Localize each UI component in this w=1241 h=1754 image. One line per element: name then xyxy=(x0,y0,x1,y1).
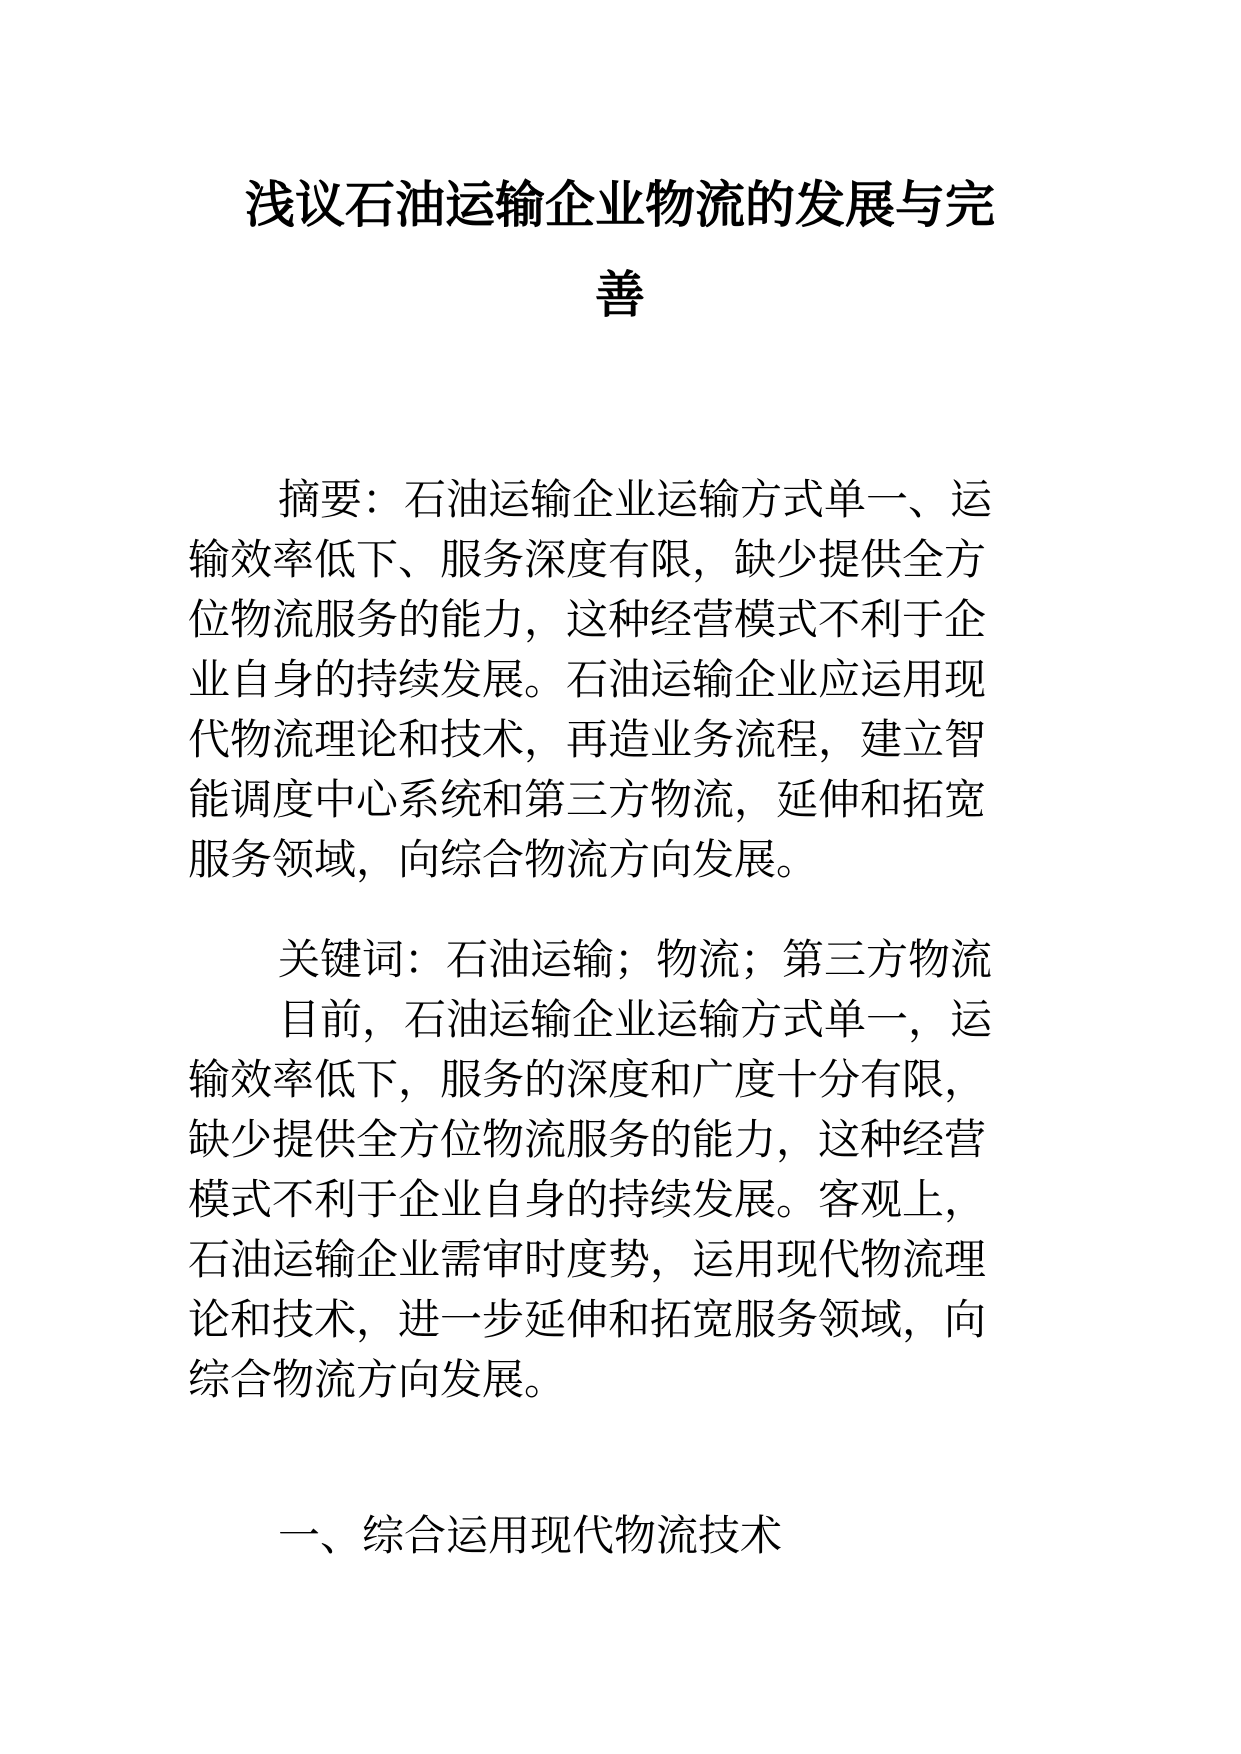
abstract-line: 服务领域，向综合物流方向发展。 xyxy=(188,835,819,884)
abstract-line: 代物流理论和技术，再造业务流程，建立智 xyxy=(188,715,987,764)
title-line-2: 善 xyxy=(595,265,645,324)
abstract-line: 输效率低下、服务深度有限，缺少提供全方 xyxy=(188,535,987,584)
intro-line: 模式不利于企业自身的持续发展。客观上， xyxy=(188,1175,987,1224)
intro-line: 输效率低下，服务的深度和广度十分有限， xyxy=(188,1055,987,1104)
section-heading-block xyxy=(188,1506,1088,1566)
abstract-line: 能调度中心系统和第三方物流，延伸和拓宽 xyxy=(188,775,987,824)
abstract-line: 位物流服务的能力，这种经营模式不利于企 xyxy=(188,595,987,644)
intro-line: 综合物流方向发展。 xyxy=(188,1355,567,1404)
title-line-1: 浅议石油运输企业物流的发展与完 xyxy=(245,175,995,234)
intro-line: 论和技术，进一步延伸和拓宽服务领域，向 xyxy=(188,1295,987,1344)
abstract-paragraph xyxy=(188,470,1088,890)
abstract-line: 摘要：石油运输企业运输方式单一、运 xyxy=(278,475,993,524)
keywords-line: 关键词：石油运输；物流；第三方物流 xyxy=(278,935,993,984)
keywords-paragraph xyxy=(188,930,1088,990)
abstract-line: 业自身的持续发展。石油运输企业应运用现 xyxy=(188,655,987,704)
intro-line: 石油运输企业需审时度势，运用现代物流理 xyxy=(188,1235,987,1284)
intro-line: 目前，石油运输企业运输方式单一，运 xyxy=(278,995,993,1044)
section-heading: 一、综合运用现代物流技术 xyxy=(278,1511,783,1560)
intro-line: 缺少提供全方位物流服务的能力，这种经营 xyxy=(188,1115,987,1164)
document-title xyxy=(180,160,1060,340)
intro-paragraph xyxy=(188,990,1088,1410)
